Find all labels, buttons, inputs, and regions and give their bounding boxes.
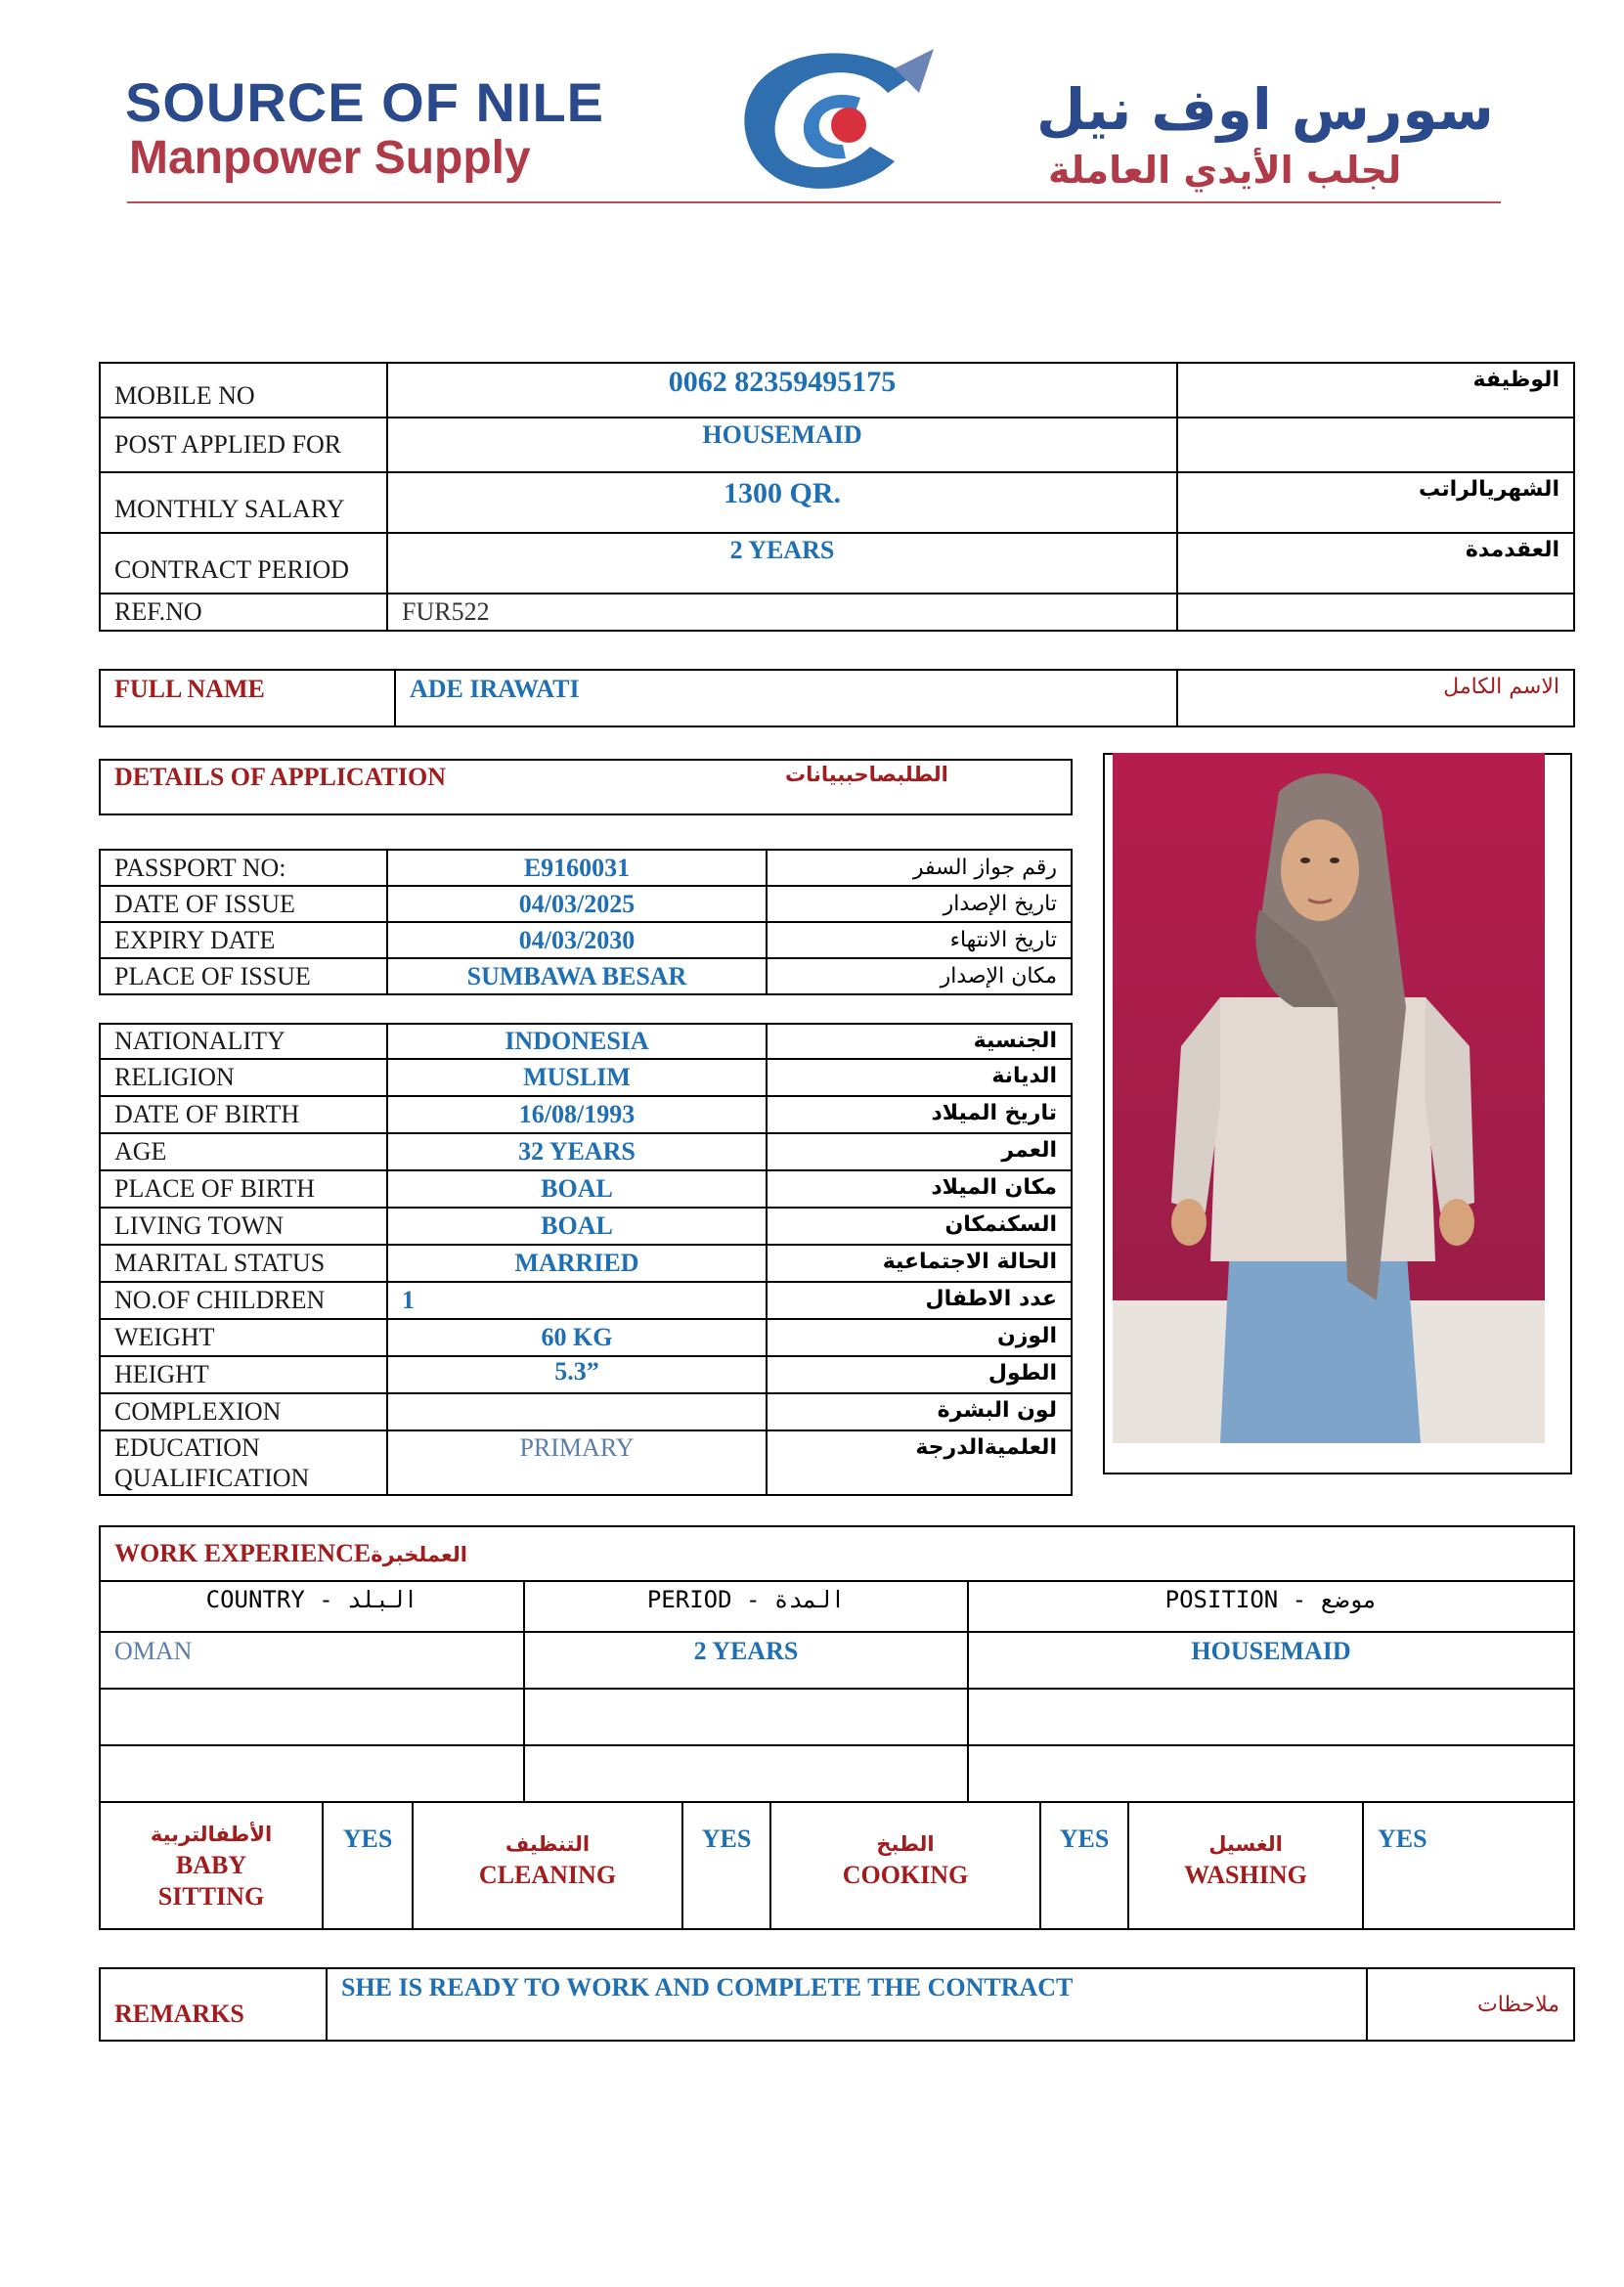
skill-washing-en: WASHING: [1184, 1861, 1307, 1889]
children-value: 1: [387, 1282, 767, 1319]
mobile-label: MOBILE NO: [100, 363, 387, 418]
table-row: [100, 1430, 1072, 1495]
skill-baby-sitting-en-1: BABY: [175, 1851, 247, 1879]
skill-cleaning-answer: YES: [682, 1802, 770, 1929]
work-experience-title-cell: [100, 1526, 1574, 1581]
post-label: POST APPLIED FOR: [100, 418, 387, 472]
dob-ar: تاريخ الميلاد: [767, 1096, 1072, 1133]
skill-baby-sitting-en-2: SITTING: [157, 1882, 265, 1911]
table-row: [100, 594, 1574, 631]
table-row: [100, 1356, 1072, 1393]
education-label-line-1: EDUCATION: [114, 1433, 260, 1462]
company-logo: [724, 39, 948, 196]
table-row: [100, 1689, 1574, 1745]
table-row: [100, 363, 1574, 418]
expiry-date-ar: تاريخ الانتهاء: [767, 922, 1072, 958]
passport-no-value: E9160031: [387, 850, 767, 886]
remarks-value: SHE IS READY TO WORK AND COMPLETE THE CONTRACT: [327, 1968, 1367, 2041]
skill-cleaning-en: CLEANING: [478, 1861, 617, 1889]
table-row: [100, 1245, 1072, 1282]
experience-period: 2 YEARS: [524, 1632, 968, 1689]
table-row: [100, 1319, 1072, 1356]
experience-empty-cell: [968, 1689, 1574, 1745]
table-row: [100, 1282, 1072, 1319]
ref-value: FUR522: [387, 594, 1177, 631]
table-row: [100, 1581, 1574, 1632]
table-row: [100, 1059, 1072, 1096]
age-label: AGE: [100, 1133, 387, 1170]
dob-label: DATE OF BIRTH: [100, 1096, 387, 1133]
contract-ar-label: العقدمدة: [1177, 533, 1574, 594]
marital-status-label: MARITAL STATUS: [100, 1245, 387, 1282]
skill-cooking-ar: الطبخ: [876, 1832, 935, 1856]
country-header: COUNTRY - البلد: [100, 1581, 524, 1632]
skill-washing-answer: YES: [1363, 1802, 1574, 1929]
skill-cooking-en: COOKING: [842, 1861, 969, 1889]
expiry-date-value: 04/03/2030: [387, 922, 767, 958]
experience-empty-cell: [100, 1745, 524, 1802]
table-row: [100, 418, 1574, 472]
post-value: HOUSEMAID: [387, 418, 1177, 472]
marital-status-ar: الحالة الاجتماعية: [767, 1245, 1072, 1282]
education-ar: العلميةالدرجة: [767, 1430, 1072, 1495]
issue-place-ar: مكان الإصدار: [767, 958, 1072, 994]
skill-washing: [1128, 1802, 1363, 1929]
religion-label: RELIGION: [100, 1059, 387, 1096]
skill-baby-sitting-answer: YES: [323, 1802, 413, 1929]
height-label: HEIGHT: [100, 1356, 387, 1393]
salary-label: MONTHLY SALARY: [100, 472, 387, 533]
complexion-value: [387, 1393, 767, 1430]
table-row: [100, 670, 1574, 726]
application-title-ar: الطلبصاحببيانات: [785, 763, 948, 786]
height-ar: الطول: [767, 1356, 1072, 1393]
application-header: [99, 759, 1073, 815]
table-row: [100, 760, 1072, 814]
living-town-ar: السكنمكان: [767, 1208, 1072, 1245]
mobile-value: 0062 82359495175: [387, 363, 1177, 418]
weight-label: WEIGHT: [100, 1319, 387, 1356]
table-row: [100, 1096, 1072, 1133]
issue-place-label: PLACE OF ISSUE: [100, 958, 387, 994]
table-row: [100, 1526, 1574, 1581]
table-row: [100, 1632, 1574, 1689]
full-name-ar-label: الاسم الكامل: [1177, 670, 1574, 726]
table-row: [100, 1745, 1574, 1802]
skill-cleaning: [413, 1802, 682, 1929]
post-ar-label: [1177, 418, 1574, 472]
table-row: [100, 922, 1072, 958]
living-town-value: BOAL: [387, 1208, 767, 1245]
skill-baby-sitting-ar: الأطفالتربية: [150, 1823, 273, 1846]
full-name-value: ADE IRAWATI: [395, 670, 1177, 726]
weight-ar: الوزن: [767, 1319, 1072, 1356]
skill-cooking-answer: YES: [1040, 1802, 1128, 1929]
nationality-ar: الجنسية: [767, 1024, 1072, 1059]
application-title-cell: [100, 760, 1072, 814]
nationality-value: INDONESIA: [387, 1024, 767, 1059]
ref-label: REF.NO: [100, 594, 387, 631]
job-ar-label: الوظيفة: [1177, 363, 1574, 418]
contract-value: 2 YEARS: [387, 533, 1177, 594]
skill-cleaning-ar: التنظيف: [505, 1832, 591, 1856]
experience-empty-cell: [968, 1745, 1574, 1802]
birth-place-ar: مكان الميلاد: [767, 1170, 1072, 1208]
table-row: [100, 472, 1574, 533]
salary-value: 1300 QR.: [387, 472, 1177, 533]
education-label-line-2: QUALIFICATION: [114, 1464, 310, 1492]
full-name-table: [99, 669, 1575, 727]
education-label: [100, 1430, 387, 1495]
dob-value: 16/08/1993: [387, 1096, 767, 1133]
table-row: [100, 533, 1574, 594]
work-experience-table: [99, 1525, 1575, 1803]
salary-ar-label: الشهريالراتب: [1177, 472, 1574, 533]
children-ar: عدد الاطفال: [767, 1282, 1072, 1319]
ref-ar-label: [1177, 594, 1574, 631]
passport-no-label: PASSPORT NO:: [100, 850, 387, 886]
religion-ar: الديانة: [767, 1059, 1072, 1096]
job-details-table: [99, 362, 1575, 632]
brand-name-en: SOURCE OF NILE: [125, 71, 605, 133]
table-row: [100, 958, 1072, 994]
nationality-label: NATIONALITY: [100, 1024, 387, 1059]
position-header: POSITION - موضع: [968, 1581, 1574, 1632]
issue-place-value: SUMBAWA BESAR: [387, 958, 767, 994]
skill-washing-ar: الغسيل: [1208, 1832, 1283, 1856]
education-value: PRIMARY: [387, 1430, 767, 1495]
table-row: [100, 850, 1072, 886]
marital-status-value: MARRIED: [387, 1245, 767, 1282]
table-row: [100, 1170, 1072, 1208]
personal-details-table: [99, 1023, 1073, 1496]
issue-date-value: 04/03/2025: [387, 886, 767, 922]
religion-value: MUSLIM: [387, 1059, 767, 1096]
issue-date-label: DATE OF ISSUE: [100, 886, 387, 922]
table-row: [100, 1024, 1072, 1059]
table-row: [100, 886, 1072, 922]
experience-country: OMAN: [100, 1632, 524, 1689]
brand-name-ar: سورس اوف نيل: [1036, 76, 1494, 143]
height-value: 5.3”: [387, 1356, 767, 1393]
remarks-label: REMARKS: [100, 1968, 327, 2041]
experience-empty-cell: [524, 1745, 968, 1802]
application-title: DETAILS OF APPLICATION: [114, 763, 447, 791]
applicant-photo: [1113, 753, 1545, 1443]
passport-table: [99, 849, 1073, 995]
skills-table: [99, 1801, 1575, 1930]
table-row: [100, 1802, 1574, 1929]
table-row: [100, 1208, 1072, 1245]
table-row: [100, 1393, 1072, 1430]
header-divider: [127, 201, 1501, 203]
experience-empty-cell: [524, 1689, 968, 1745]
issue-date-ar: تاريخ الإصدار: [767, 886, 1072, 922]
period-header: PERIOD - المدة: [524, 1581, 968, 1632]
remarks-table: [99, 1967, 1575, 2042]
brand-tagline-en: Manpower Supply: [129, 132, 531, 184]
age-ar: العمر: [767, 1133, 1072, 1170]
birth-place-label: PLACE OF BIRTH: [100, 1170, 387, 1208]
complexion-ar: لون البشرة: [767, 1393, 1072, 1430]
experience-position: HOUSEMAID: [968, 1632, 1574, 1689]
table-row: [100, 1133, 1072, 1170]
birth-place-value: BOAL: [387, 1170, 767, 1208]
brand-tagline-ar: لجلب الأيدي العاملة: [1048, 149, 1402, 192]
experience-empty-cell: [100, 1689, 524, 1745]
children-label: NO.OF CHILDREN: [100, 1282, 387, 1319]
work-experience-title-ar: العملخبرة: [371, 1543, 467, 1566]
skill-cooking: [770, 1802, 1040, 1929]
skill-baby-sitting: [100, 1802, 323, 1929]
table-row: [100, 1968, 1574, 2041]
complexion-label: COMPLEXION: [100, 1393, 387, 1430]
contract-label: CONTRACT PERIOD: [100, 533, 387, 594]
full-name-label: FULL NAME: [100, 670, 395, 726]
expiry-date-label: EXPIRY DATE: [100, 922, 387, 958]
weight-value: 60 KG: [387, 1319, 767, 1356]
work-experience-title: WORK EXPERIENCE: [114, 1539, 372, 1567]
passport-no-ar: رقم جواز السفر: [767, 850, 1072, 886]
age-value: 32 YEARS: [387, 1133, 767, 1170]
living-town-label: LIVING TOWN: [100, 1208, 387, 1245]
remarks-ar: ملاحظات: [1367, 1968, 1574, 2041]
